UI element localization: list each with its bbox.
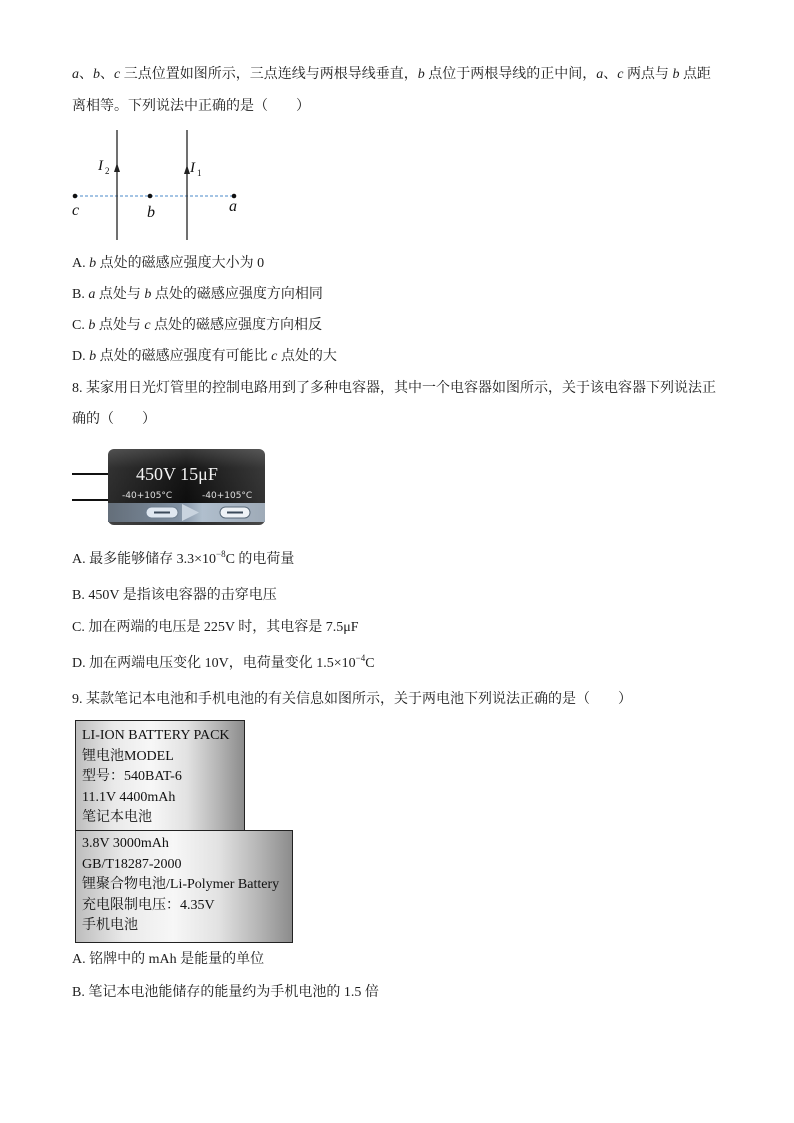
q8-option-b: B. 450V 是指该电容器的击穿电压	[72, 588, 277, 603]
italic-variable: b	[93, 67, 100, 82]
italic-variable: b	[144, 287, 152, 302]
q7-option-c: C. b 点处与 c 点处的磁感应强度方向相反	[72, 318, 323, 333]
plate-line: 锂电池MODEL	[82, 748, 174, 764]
capacitor-temp-label-1: -40+105°C	[122, 491, 173, 501]
q7-option-d: D. b 点处的磁感应强度有可能比 c 点处的大	[72, 349, 337, 364]
q9-stem: 9. 某款笔记本电池和手机电池的有关信息如图所示，关于两电池下列说法正确的是（ ）	[72, 692, 632, 707]
italic-variable: b	[672, 67, 680, 82]
italic-variable: c	[144, 318, 151, 333]
q8-option-a: A. 最多能够储存 $3.3\times 10^{-8}C$ 的电荷量	[72, 549, 295, 567]
laptop-battery-nameplate	[75, 720, 245, 831]
q8-option-d: D. 加在两端电压变化 10V，电荷量变化 $1.5\times 10^{-4}C$	[72, 653, 375, 671]
q8-stem-line-1: 8. 某家用日光灯管里的控制电路用到了多种电容器，其中一个电容器如图所示，关于该电容器下列说法正	[72, 381, 716, 396]
plate-line: GB/T18287-2000	[82, 856, 182, 872]
capacitor-temp-label-2: -40+105°C	[202, 491, 253, 501]
wires-diagram	[60, 125, 260, 250]
italic-variable: b	[417, 67, 425, 82]
q8-stem-line-2: 确的（ ）	[72, 412, 156, 427]
plate-line: LI-ION BATTERY PACK	[82, 728, 230, 743]
q9-option-a: A. 铭牌中的 mAh 是能量的单位	[72, 952, 265, 967]
capacitor-image	[72, 446, 268, 528]
label-point-b: b	[147, 204, 155, 221]
plate-line: 手机电池	[82, 918, 138, 933]
point-c-dot	[73, 194, 78, 199]
italic-variable: a	[72, 67, 79, 82]
italic-variable: b	[88, 318, 96, 333]
q9-option-b: B. 笔记本电池能储存的能量约为手机电池的 1.5 倍	[72, 985, 379, 1000]
plate-line: 充电限制电压：4.35V	[82, 897, 215, 913]
italic-variable: c	[271, 349, 278, 364]
label-point-c: c	[72, 202, 80, 219]
current-i2-symbol: I	[98, 158, 103, 174]
capacitor-rating-label: 450V 15μF	[136, 464, 218, 484]
q7-option-b: B. a 点处与 b 点处的磁感应强度方向相同	[72, 287, 323, 302]
q8-option-c: C. 加在两端的电压是 225V 时，其电容是 7.5μF	[72, 620, 359, 635]
exponent: −4	[355, 653, 366, 663]
exponent: −8	[216, 549, 226, 559]
phone-battery-nameplate	[75, 830, 293, 943]
point-b-dot	[148, 194, 153, 199]
italic-variable: c	[114, 67, 121, 82]
italic-variable: a	[88, 287, 96, 302]
italic-variable: b	[89, 256, 97, 271]
plate-line: 型号：540BAT-6	[82, 769, 182, 784]
q7-option-a: A. b 点处的磁感应强度大小为 0	[72, 256, 265, 271]
q7-stem-line-2: 离相等。下列说法中正确的是（ ）	[72, 99, 310, 114]
italic-variable: a	[596, 67, 604, 82]
plate-line: 11.1V 4400mAh	[82, 789, 176, 805]
italic-variable: b	[89, 349, 97, 364]
label-point-a: a	[229, 198, 237, 215]
italic-variable: c	[617, 67, 624, 82]
plate-line: 锂聚合物电池/Li-Polymer Battery	[82, 877, 280, 892]
current-i1-symbol: I	[190, 160, 195, 176]
current-i2-subscript: 2	[105, 166, 110, 176]
plate-line: 笔记本电池	[82, 810, 152, 825]
plate-line: 3.8V 3000mAh	[82, 836, 169, 851]
q7-stem-line-1: a、b、c 三点位置如图所示，三点连线与两根导线垂直，b 点位于两根导线的正中间，a、c 两点与 b 点距	[72, 67, 711, 82]
current-i1-subscript: 1	[197, 168, 202, 178]
wire-i2-arrow-icon	[114, 163, 120, 172]
